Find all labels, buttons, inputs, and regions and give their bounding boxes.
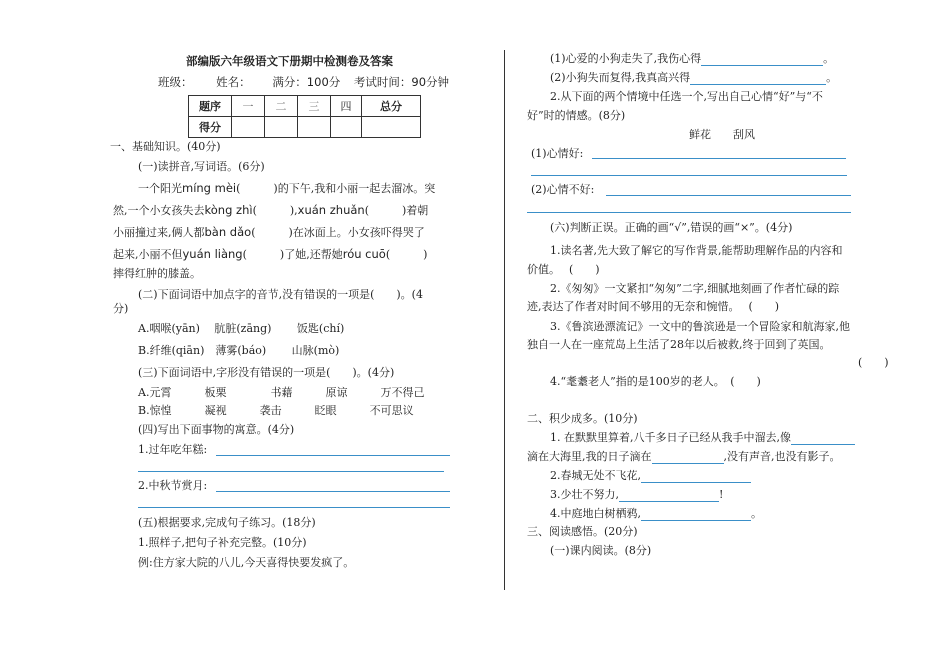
text: (1)心爱的小狗走失了,我伤心得	[550, 52, 702, 65]
poem-line	[550, 488, 723, 502]
text: 滴在大海里,我的日子滴在	[527, 450, 652, 463]
answer-blank[interactable]	[641, 482, 751, 483]
question-item: 1.过年吃年糕:	[138, 443, 208, 456]
passage-line	[113, 225, 425, 240]
poem-line	[550, 507, 762, 521]
text: 4.中庭地白树栖鸦,	[550, 507, 641, 520]
question-item: 2.《匆匆》一文紧扣“匆匆”二字,细腻地刻画了作者忙碌的踪	[550, 282, 840, 295]
question-item: 迹,表达了作者对时间不够用的无奈和惋惜。 ( )	[527, 300, 780, 313]
question-item: 独自一人在一座荒岛上生活了28年以后被救,终于回到了英国。	[527, 338, 831, 351]
text: 然,一个小女孩失去	[113, 204, 205, 217]
answer-line[interactable]	[527, 212, 851, 213]
score-cell[interactable]	[298, 117, 331, 138]
pinyin: xuán zhuǎn	[297, 203, 365, 217]
question-item	[550, 52, 834, 66]
question-item: 4.“耄耋老人”指的是100岁的老人。 ( )	[550, 375, 761, 388]
score-cell[interactable]	[265, 117, 298, 138]
pinyin: yuán liàng	[182, 247, 243, 261]
exam-info	[158, 74, 459, 90]
question-item: (2)心情不好:	[531, 183, 595, 196]
question-heading: (二)下面词语中加点字的音节,没有错误的一项是( )。(4	[138, 288, 423, 301]
text: ( )	[385, 248, 428, 261]
exam-time: 考试时间：90分钟	[353, 75, 450, 89]
score-row	[189, 117, 421, 138]
example-sentence: 例:住方家大院的八儿,今天喜得快要发疯了。	[138, 556, 355, 569]
answer-blank[interactable]	[701, 65, 823, 66]
score-row-label: 得分	[189, 117, 232, 138]
pinyin: kòng zhì	[204, 203, 253, 217]
question-item	[527, 450, 841, 464]
scenario-options: 鲜花 刮风	[689, 128, 755, 141]
text: ( )的下午,我和小丽一起去溜冰。突	[236, 182, 436, 195]
option-b: B.纤维(qiān) 薄雾(báo) 山脉(mò)	[138, 344, 340, 357]
question-item: 2.中秋节赏月:	[138, 479, 208, 492]
question-heading: (三)下面词语中,字形没有错误的一项是( )。(4分)	[138, 366, 395, 379]
answer-blank[interactable]	[619, 501, 719, 502]
question-item: 好”时的情感。(8分)	[527, 109, 626, 122]
poem-line	[550, 469, 751, 483]
text: !	[719, 488, 724, 501]
passage-line	[113, 203, 428, 218]
score-header-cell: 三	[298, 96, 331, 117]
answer-line[interactable]	[606, 195, 851, 196]
option-b: B.惊惶 凝视 袭击 眨眼 不可思议	[138, 404, 414, 417]
text: 1. 在默默里算着,八千多日子已经从我手中溜去,像	[550, 431, 791, 444]
section-heading: 一、基础知识。(40分)	[110, 140, 221, 153]
score-cell[interactable]	[232, 117, 265, 138]
passage-line	[138, 181, 435, 196]
question-item	[550, 431, 855, 445]
question-item: 价值。 ( )	[527, 263, 600, 276]
score-header-cell: 题序	[189, 96, 232, 117]
text: ,没有声音,也没有影子。	[723, 450, 841, 463]
score-header-cell: 一	[232, 96, 265, 117]
pinyin: míng mèi	[182, 181, 237, 195]
text: 。	[823, 52, 835, 65]
score-table	[188, 95, 421, 138]
name-label: 姓名：	[216, 75, 251, 89]
question-item	[550, 71, 837, 85]
text: 一个阳光	[138, 182, 182, 195]
score-cell[interactable]	[331, 117, 362, 138]
answer-line[interactable]	[138, 471, 444, 472]
question-heading: (一)课内阅读。(8分)	[550, 544, 652, 557]
score-header-cell: 总分	[362, 96, 421, 117]
score-cell[interactable]	[362, 117, 421, 138]
passage-line	[113, 247, 427, 262]
question-heading: 分)	[113, 302, 129, 315]
answer-blank[interactable]	[690, 84, 826, 85]
score-header-row	[189, 96, 421, 117]
text: ( ),	[252, 204, 298, 217]
answer-line[interactable]	[138, 507, 450, 508]
page-title: 部编版六年级语文下册期中检测卷及答案	[186, 54, 393, 68]
text: 。	[826, 71, 838, 84]
question-heading: (六)判断正误。正确的画“√”,错误的画“×”。(4分)	[550, 221, 793, 234]
text: ( )着朝	[364, 204, 429, 217]
pinyin: róu cuō	[342, 247, 386, 261]
text: 。	[751, 507, 762, 520]
column-divider	[504, 50, 505, 590]
judgment-bracket: ( )	[858, 356, 889, 369]
class-label: 班级：	[158, 75, 193, 89]
option-a: A.元霄 板栗 书藉 原谅 万不得己	[138, 386, 425, 399]
text: (2)小狗失而复得,我真高兴得	[550, 71, 691, 84]
text: 3.少壮不努力,	[550, 488, 619, 501]
question-item: (1)心情好:	[531, 147, 584, 160]
full-score: 满分：100分	[272, 75, 341, 89]
score-header-cell: 二	[265, 96, 298, 117]
text: 起来,小丽不但	[113, 248, 183, 261]
question-item: 3.《鲁滨逊漂流记》一文中的鲁滨逊是一个冒险家和航海家,他	[550, 320, 850, 333]
answer-line[interactable]	[216, 455, 450, 456]
section-heading: 三、阅读感悟。(20分)	[527, 525, 638, 538]
question-item: 1.读名著,先大致了解它的写作背景,能帮助理解作品的内容和	[550, 244, 843, 257]
text: 小丽撞过来,俩人都	[113, 226, 205, 239]
question-heading: (一)读拼音,写词语。(6分)	[138, 160, 265, 173]
question-item: 1.照样子,把句子补充完整。(10分)	[138, 536, 307, 549]
answer-line[interactable]	[592, 158, 846, 159]
text: ( )在冰面上。小女孩吓得哭了	[251, 226, 425, 239]
answer-blank[interactable]	[641, 520, 751, 521]
answer-line[interactable]	[531, 175, 847, 176]
text: ( )了她,还帮她	[242, 248, 343, 261]
answer-blank[interactable]	[652, 463, 724, 464]
answer-blank[interactable]	[791, 444, 855, 445]
text: 2.春城无处不飞花,	[550, 469, 641, 482]
option-a: A.咽喉(yān) 肮脏(zāng) 饭匙(chí)	[138, 322, 345, 335]
question-heading: (四)写出下面事物的寓意。(4分)	[138, 423, 295, 436]
question-item: 2.从下面的两个情境中任选一个,写出自己心情“好”与“不	[550, 90, 823, 103]
pinyin: bàn dǎo	[204, 225, 252, 239]
answer-line[interactable]	[216, 491, 450, 492]
passage-line: 摔得红肿的膝盖。	[113, 267, 201, 280]
section-heading: 二、积少成多。(10分)	[527, 412, 638, 425]
score-header-cell: 四	[331, 96, 362, 117]
question-heading: (五)根据要求,完成句子练习。(18分)	[138, 516, 316, 529]
